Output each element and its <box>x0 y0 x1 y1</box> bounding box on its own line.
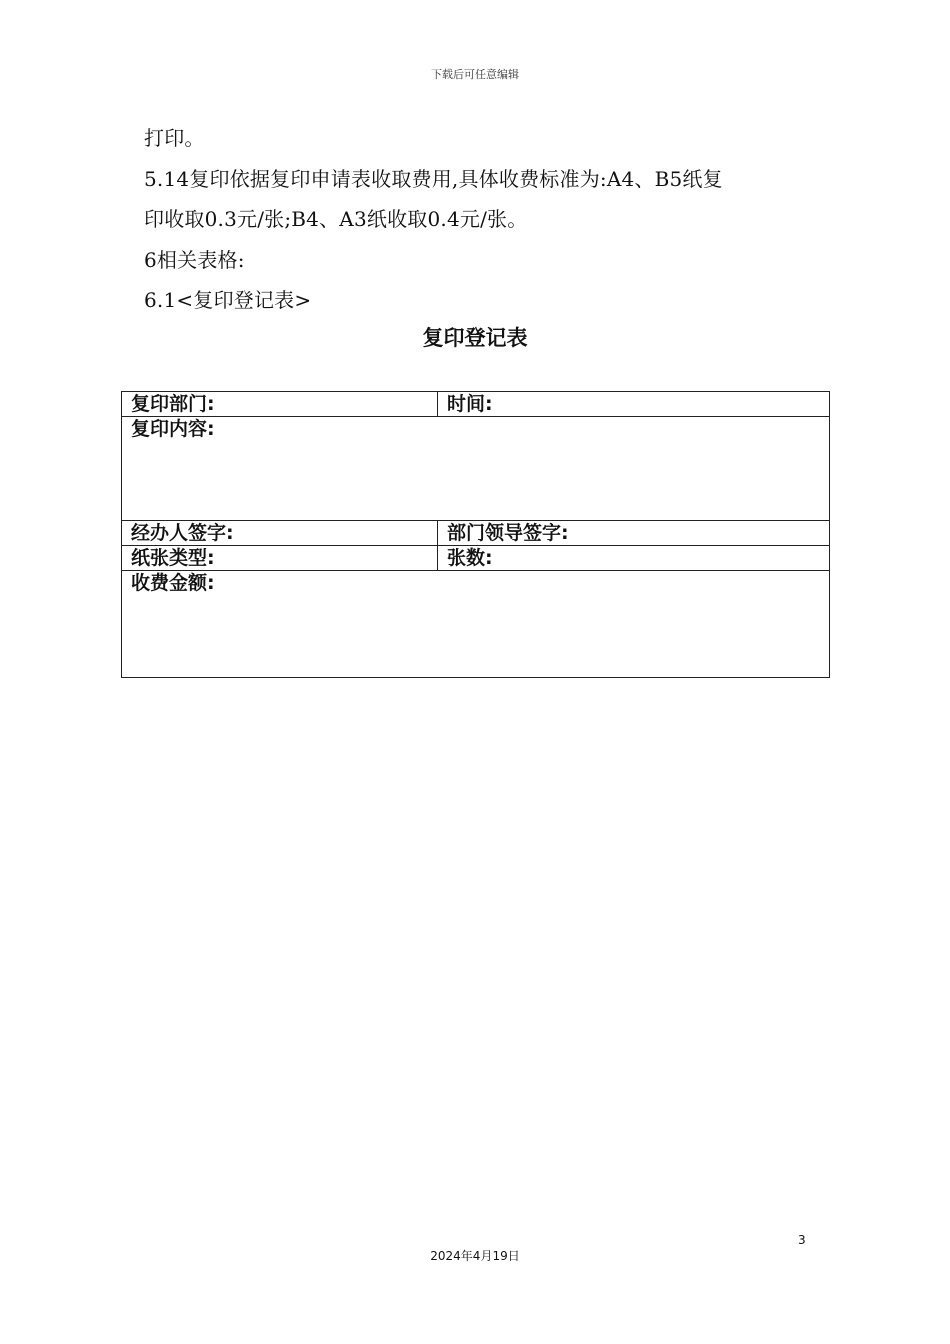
handler-signature-cell: 经办人签字: <box>122 521 438 546</box>
paragraph-line: 打印。 <box>144 126 205 150</box>
content-cell: 复印内容: <box>122 417 830 521</box>
footer-date: 2024年4月19日 <box>430 1249 520 1263</box>
dept-cell: 复印部门: <box>122 392 438 417</box>
section-heading: 6相关表格: <box>144 247 245 272</box>
table-row <box>122 417 830 521</box>
paragraph-line: 印收取0.3元/张;B4、A3纸收取0.4元/张。 <box>144 207 528 231</box>
subsection-heading: 6.1<复印登记表> <box>144 288 312 312</box>
table-row <box>122 571 830 678</box>
form-title: 复印登记表 <box>422 326 528 350</box>
header-note: 下载后可任意编辑 <box>431 68 519 81</box>
fee-cell: 收费金额: <box>122 571 830 678</box>
paragraph-line: 5.14复印依据复印申请表收取费用,具体收费标准为:A4、B5纸复 <box>144 166 723 191</box>
table-row <box>122 392 830 417</box>
sheets-cell: 张数: <box>438 546 830 571</box>
time-cell: 时间: <box>438 392 830 417</box>
leader-signature-cell: 部门领导签字: <box>438 521 830 546</box>
page-number: 3 <box>798 1233 806 1247</box>
table-row <box>122 546 830 571</box>
body-text <box>144 118 824 321</box>
table-row <box>122 521 830 546</box>
paper-type-cell: 纸张类型: <box>122 546 438 571</box>
copy-register-table <box>121 391 830 678</box>
